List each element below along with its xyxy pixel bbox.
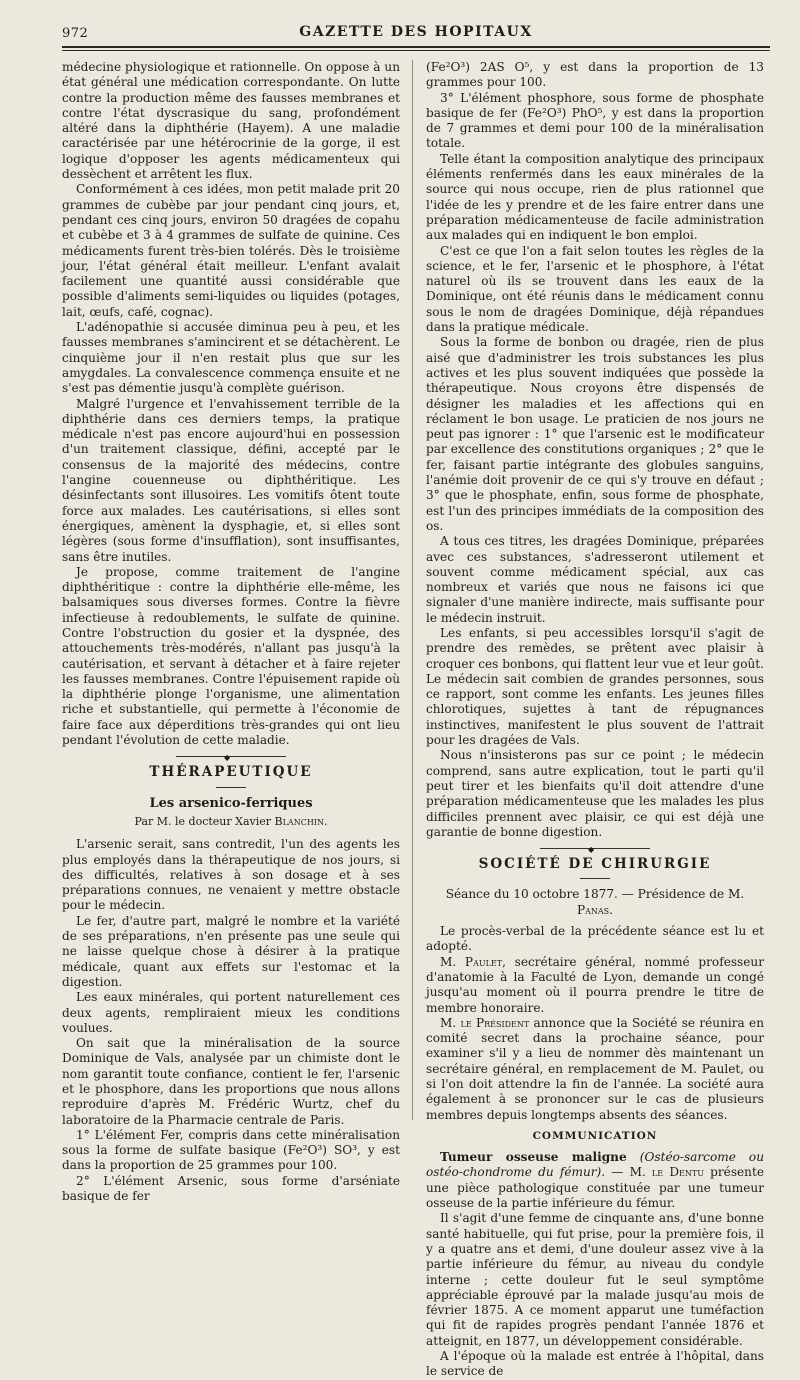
paragraph-text: annonce que la Société se réunira en comité secret dans la prochaine séance, pour examiner s'il y a lieu de nommer dès maintenant un secrétaire général, en remplacement de M. Paulet, ou si l'on doit attendre la fin de l'année. La société aura également à se prononcer sur le cas de plusieurs membres depuis longtemps absents des séances. xyxy=(426,1015,764,1122)
paragraph: 1° L'élément Fer, compris dans cette minéralisation sous la forme de sulfate basique (Fe²O³) SO³, y est dans la proportion de 25 grammes pour 100. xyxy=(62,1127,400,1173)
paragraph-text: présente une pièce pathologique constituée par une tumeur osseuse de la partie inférieure du fémur. xyxy=(426,1165,764,1211)
header-rule-thin xyxy=(62,50,770,51)
speaker-name: — M. le Dentu xyxy=(611,1165,704,1180)
paragraph: C'est ce que l'on a fait selon toutes les règles de la science, et le fer, l'arsenic et le phosphore, à l'état naturel où ils se trouvent dans les eaux de la Dominique, ont été réunis dans le médicament connu sous le nom de dragées Dominique, déjà répandues dans la pratique médicale. xyxy=(426,243,764,335)
paragraph: Le procès-verbal de la précédente séance est lu et adopté. xyxy=(426,924,764,954)
paragraph: Malgré l'urgence et l'envahissement terrible de la diphthérie dans ces derniers temps, la pratique médicale n'est pas encore aujourd'hui en possession d'un traitement classique, défini, accepté par le consensus de la majorité des médecins, contre l'angine couenneuse ou diphthéritique. Les désinfectants sont illusoires. Les vomitifs ôtent toute force aux malades. Les cautérisations, si elles sont énergiques, amènent la dysphagie, et, si elles sont légères (sous forme d'insufflation), sont insuffisantes, sans être inutiles. xyxy=(62,396,400,564)
byline xyxy=(62,814,400,829)
paragraph xyxy=(426,1016,764,1123)
paragraph: Les enfants, si peu accessibles lorsqu'il s'agit de prendre des remèdes, se prêtent avec plaisir à croquer ces bonbons, qui flattent leur vue et leur goût. Le médecin sait combien de grandes personnes, sous ce rapport, sont comme les enfants. Les jeunes filles chlorotiques, sujettes à tant de répugnances instinctives, manifestent le plus souvent de l'attrait pour les dragées de Vals. xyxy=(426,625,764,748)
paragraph: A l'époque où la malade est entrée à l'hôpital, dans le service de xyxy=(426,1349,764,1379)
section-title-therapeutique: THÉRAPEUTIQUE xyxy=(149,764,313,781)
section-divider xyxy=(176,756,286,757)
speaker-name: M. le Président xyxy=(440,1015,530,1030)
right-column xyxy=(426,60,764,1380)
speaker-name: M. Paulet, xyxy=(440,954,506,969)
paragraph: Le fer, d'autre part, malgré le nombre et la variété de ses préparations, n'en présente pas une seule qui ne laisse quelque chose à désirer à la pratique médicale, quant aux effets sur l'estomac et la digestion. xyxy=(62,913,400,989)
byline-author: Blanchin. xyxy=(274,814,328,828)
communication-subtitle: (Ostéo-sarcome ou ostéo-chondrome du fémur). xyxy=(426,1150,764,1180)
paragraph: Il s'agit d'une femme de cinquante ans, d'une bonne santé habituelle, qui fut prise, pour la première fois, il y a quatre ans et demi, d'une douleur assez vive à la partie inférieure du fémur, au niveau du condyle interne ; cette douleur fut le seul symptôme appréciable éprouvé par la malade jusqu'au mois de février 1875. A ce moment apparut une tuméfaction qui fit de rapides progrès pendant l'année 1876 et atteignit, en 1877, un développement considérable. xyxy=(426,1211,764,1348)
paragraph: Conformément à ces idées, mon petit malade prit 20 grammes de cubèbe par jour pendant cinq jours, et, pendant ces cinq jours, environ 50 dragées de copahu et cubèbe et 3 à 4 grammes de sulfate de quinine. Ces médicaments furent très-bien tolérés. Dès le troisième jour, l'état général était meilleur. L'enfant avalait facilement une quantité aussi considérable que possible d'aliments semi-liquides ou liquides (potages, lait, œufs, café, cognac). xyxy=(62,182,400,319)
paragraph: 2° L'élément Arsenic, sous forme d'arséniate basique de fer xyxy=(62,1173,400,1204)
paragraph: médecine physiologique et rationnelle. On oppose à un état général une médication correspondante. On lutte contre la production même des fausses membranes et contre l'état dyscrasique du sang, profondément altéré dans la diphthérie (Hayem). A une maladie caractérisée par une hétérocrinie de la gorge, il est logique d'opposer les agents médicamenteux qui dessèchent et arrêtent les flux. xyxy=(62,60,400,182)
session-prefix: Séance du 10 octobre 1877. — Présidence de M. xyxy=(445,887,745,902)
paragraph: Sous la forme de bonbon ou dragée, rien de plus aisé que d'administrer les trois substances les plus actives et les plus souvent indiquées que possède la thérapeutique. Nous croyons être dispensés de désigner les maladies et les affections qui en réclament le bon usage. Le praticien de nos jours ne peut pas ignorer : 1° que l'arsenic est le modificateur par excellence des constitutions organiques ; 2° que le fer, faisant partie intégrante des globules sanguins, l'anémie doit provenir de ce qui s'y trouve en défaut ; 3° que le phosphate, enfin, sous forme de phosphate, est l'un des principes immédiats de la composition des os. xyxy=(426,335,764,533)
paragraph: 3° L'élément phosphore, sous forme de phosphate basique de fer (Fe²O³) PhO⁵, y est dans la proportion de 7 grammes et demi pour 100 de la minéralisation totale. xyxy=(426,90,764,151)
section-divider xyxy=(540,848,650,849)
session-president: Panas. xyxy=(576,902,614,917)
byline-prefix: Par M. le docteur Xavier xyxy=(134,814,272,828)
paragraph: On sait que la minéralisation de la source Dominique de Vals, analysée par un chimiste dont le nom garantit toute confiance, contient le fer, l'arsenic et le phosphore, dans les proportions que nous allons reproduire d'après M. Frédéric Wurtz, chef du laboratoire de la Pharmacie centrale de Paris. xyxy=(62,1036,400,1127)
running-title: GAZETTE DES HOPITAUX xyxy=(299,24,533,40)
paragraph: L'arsenic serait, sans contredit, l'un des agents les plus employés dans la thérapeutique de nos jours, si des difficultés, relatives à son dosage et à ses préparations connues, ne venaient y mettre obstacle pour le médecin. xyxy=(62,837,400,913)
header-rule-thick xyxy=(62,46,770,48)
column-divider xyxy=(412,60,413,1120)
paragraph: Telle étant la composition analytique des principaux éléments renfermés dans les eaux minérales de la source qui nous occupe, rien de plus rationnel que l'idée de les y prendre et de les faire entrer dans une préparation médicamenteuse de facile administration aux malades qui en indiquent le bon emploi. xyxy=(426,151,764,243)
paragraph: A tous ces titres, les dragées Dominique, préparées avec ces substances, s'adresseront utilement et souvent comme médicament spécial, aux cas nombreux et variés que nous ne faisons ici que signaler d'une manière indirecte, mais suffisante pour le médecin instruit. xyxy=(426,534,764,625)
subhead-communication: COMMUNICATION xyxy=(532,1129,658,1142)
communication-title: Tumeur osseuse maligne xyxy=(440,1150,627,1165)
title-underline xyxy=(580,878,610,879)
page-header xyxy=(62,24,770,46)
paragraph: L'adénopathie si accusée diminua peu à peu, et les fausses membranes s'amincirent et se détachèrent. Le cinquième jour il n'en restait plus que sur les amygdales. La convalescence commença ensuite et ne s'est pas démentie jusqu'à complète guérison. xyxy=(62,320,400,396)
title-underline xyxy=(216,787,246,788)
section-title-societe: SOCIÉTÉ DE CHIRURGIE xyxy=(478,856,712,873)
paragraph: (Fe²O³) 2AS O⁵, y est dans la proportion de 13 grammes pour 100. xyxy=(426,60,764,90)
page-number: 972 xyxy=(62,26,89,41)
paragraph: Nous n'insisterons pas sur ce point ; le médecin comprend, sans autre explication, tout le parti qu'il peut tirer et les bienfaits qu'il doit attendre d'une préparation médicamenteuse que les malades les plus difficiles prennent avec plaisir, ce qui est déjà une garantie de bonne digestion. xyxy=(426,748,764,839)
left-column xyxy=(62,60,400,1204)
paragraph-text: secrétaire général, nommé professeur d'anatomie à la Faculté de Lyon, demande un congé jusqu'au moment où il pourra prendre le titre de membre honoraire. xyxy=(426,954,764,1015)
session-line xyxy=(426,887,764,918)
paragraph: Je propose, comme traitement de l'angine diphthéritique : contre la diphthérie elle-même, les balsamiques sous diverses formes. Contre la fièvre infectieuse à redoublements, le sulfate de quinine. Contre l'obstruction du gosier et la dyspnée, des attouchements très-modérés, n'allant pas jusqu'à la cautérisation, et servant à détacher et à faire rejeter les fausses membranes. Contre l'épuisement rapide où la diphthérie plonge l'organisme, une alimentation riche et substantielle, qui permette à l'économie de faire face aux déperditions très-grandes qui ont lieu pendant l'évolution de cette maladie. xyxy=(62,564,400,748)
paragraph xyxy=(426,1150,764,1211)
paragraph: Les eaux minérales, qui portent naturellement ces deux agents, rempliraient mieux les conditions voulues. xyxy=(62,990,400,1035)
paragraph xyxy=(426,955,764,1016)
article-title: Les arsenico-ferriques xyxy=(149,795,313,811)
